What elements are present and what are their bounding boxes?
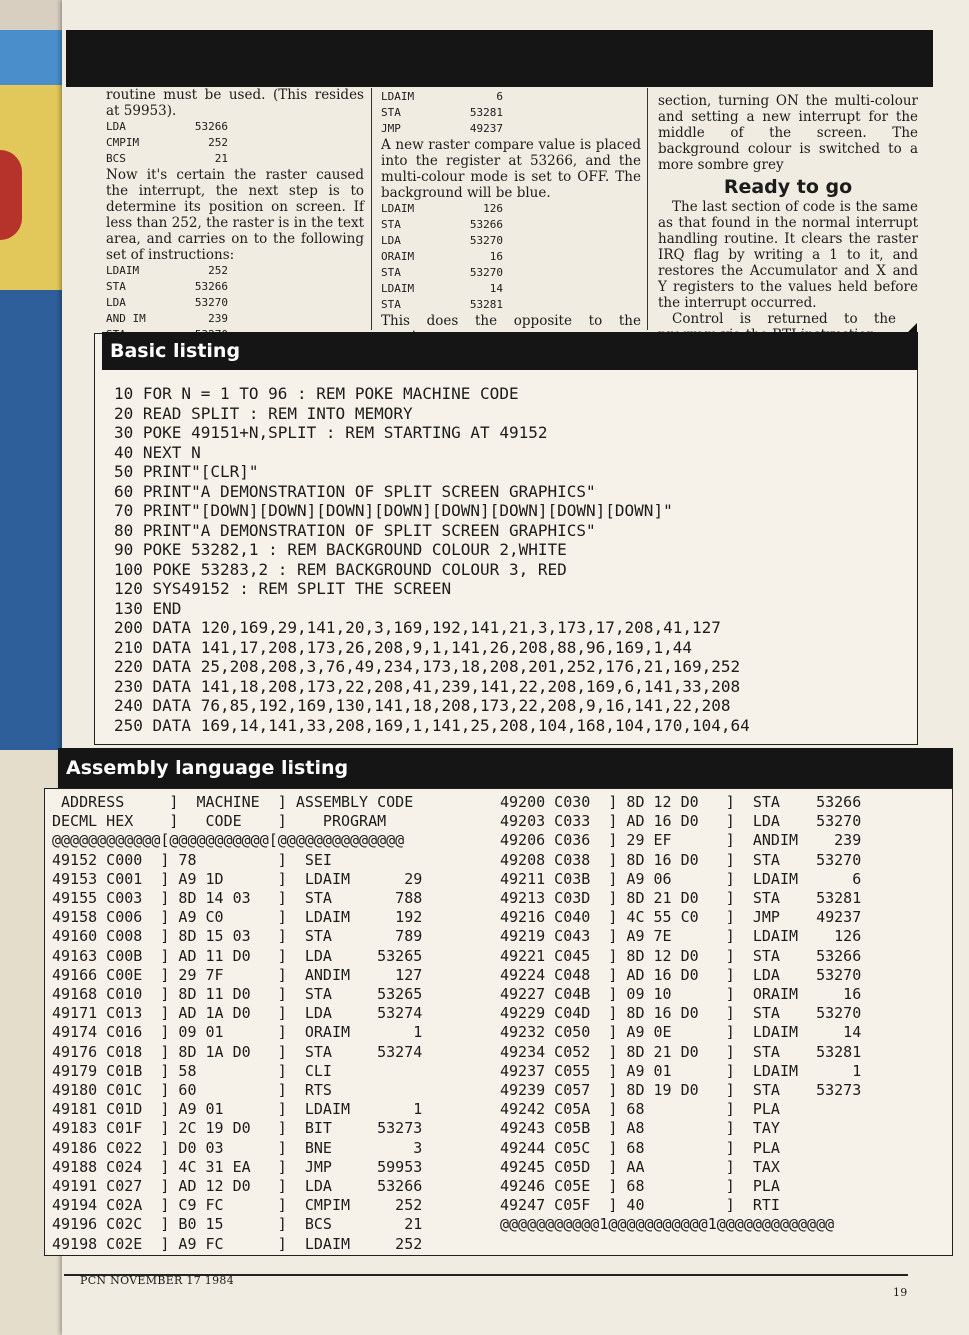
- listing-line: @@@@@@@@@@@1@@@@@@@@@@@1@@@@@@@@@@@@@: [500, 1215, 835, 1234]
- adjacent-page-red-shape: [0, 150, 22, 240]
- listing-line: 49229 C04D ] 8D 16 D0 ] STA 53270: [500, 1004, 862, 1023]
- listing-line: 49245 C05D ] AA ] TAX: [500, 1157, 780, 1176]
- listing-line: 60 PRINT"A DEMONSTRATION OF SPLIT SCREEN GRAPHICS": [114, 481, 596, 501]
- code-line: [106, 295, 364, 311]
- operand: 252: [208, 136, 228, 149]
- operand: 14: [489, 282, 503, 295]
- column-rule-2: [647, 88, 648, 330]
- listing-line: 49153 C001 ] A9 1D ] LDAIM 29: [52, 869, 423, 888]
- listing-line: 49181 C01D ] A9 01 ] LDAIM 1: [52, 1100, 423, 1119]
- listing-line: 49242 C05A ] 68 ] PLA: [500, 1100, 780, 1119]
- listing-line: 49168 C010 ] 8D 11 D0 ] STA 53265: [52, 985, 423, 1004]
- operand: 53281: [469, 298, 503, 311]
- listing-line: 49243 C05B ] A8 ] TAY: [500, 1119, 780, 1138]
- listing-line: 49208 C038 ] 8D 16 D0 ] STA 53270: [500, 850, 862, 869]
- col2-paragraph-1: A new raster compare value is placed into the register at 53266, and the multi-colour mode is set to OFF. The background will be blue.: [381, 137, 641, 201]
- listing-line: 49163 C00B ] AD 11 D0 ] LDA 53265: [52, 946, 423, 965]
- opcode: LDAIM: [381, 90, 415, 103]
- listing-line: 90 POKE 53282,1 : REM BACKGROUND COLOUR 2,WHITE: [114, 540, 567, 559]
- code-line: [381, 217, 641, 233]
- listing-line: 240 DATA 76,85,192,169,130,141,18,208,173,22,208,9,16,141,22,208: [114, 696, 731, 715]
- col1-paragraph-1: routine must be used. (This resides at 59953).: [106, 87, 364, 119]
- listing-line: 49232 C050 ] A9 0E ] LDAIM 14: [500, 1023, 862, 1042]
- col2-paragraph-2: This does the opposite to the: [381, 313, 641, 329]
- code-line: [106, 311, 364, 327]
- col1-paragraph-2: Now it's certain the raster caused the interrupt, the next step is to determine its position on screen. If less than 252, the raster is in the text area, and carries on to the following set of instructions:: [106, 167, 364, 263]
- opcode: JMP: [381, 122, 401, 135]
- opcode: LDAIM: [381, 202, 415, 215]
- listing-line: 49186 C022 ] D0 03 ] BNE 3: [52, 1138, 423, 1157]
- operand: 6: [496, 90, 503, 103]
- listing-line: 49239 C057 ] 8D 19 D0 ] STA 53273: [500, 1081, 862, 1100]
- code-line: [381, 297, 641, 313]
- listing-line: 49198 C02E ] A9 FC ] LDAIM 252: [52, 1234, 423, 1253]
- code-line: [106, 279, 364, 295]
- listing-line: 49246 C05E ] 68 ] PLA: [500, 1177, 780, 1196]
- opcode: LDAIM: [106, 264, 140, 277]
- listing-line: 49179 C01B ] 58 ] CLI: [52, 1061, 332, 1080]
- operand: 53281: [469, 106, 503, 119]
- operand: 126: [483, 202, 503, 215]
- listing-line: 49180 C01C ] 60 ] RTS: [52, 1081, 332, 1100]
- listing-line: 10 FOR N = 1 TO 96 : REM POKE MACHINE CODE: [114, 384, 519, 403]
- listing-line: 49216 C040 ] 4C 55 C0 ] JMP 49237: [500, 908, 862, 927]
- operand: 239: [208, 312, 228, 325]
- listing-line: 50 PRINT"[CLR]": [114, 462, 259, 481]
- listing-line: 49247 C05F ] 40 ] RTI: [500, 1196, 780, 1215]
- operand: 53266: [194, 120, 228, 133]
- listing-line: 49234 C052 ] 8D 21 D0 ] STA 53281: [500, 1042, 862, 1061]
- listing-line: 49196 C02C ] B0 15 ] BCS 21: [52, 1215, 423, 1234]
- listing-line: 70 PRINT"[DOWN][DOWN][DOWN][DOWN][DOWN][DOWN][DOWN][DOWN]": [114, 501, 673, 520]
- listing-line: 120 SYS49152 : REM SPLIT THE SCREEN: [114, 579, 452, 598]
- listing-line: 49237 C055 ] A9 01 ] LDAIM 1: [500, 1061, 862, 1080]
- ready-to-go-heading: Ready to go: [723, 176, 853, 198]
- listing-line: DECML HEX ] CODE ] PROGRAM: [52, 812, 387, 831]
- listing-line: 49155 C003 ] 8D 14 03 ] STA 788: [52, 889, 423, 908]
- listing-line: 220 DATA 25,208,208,3,76,49,234,173,18,208,201,252,176,21,169,252: [114, 657, 741, 676]
- opcode: LDA: [106, 120, 126, 133]
- code-line: [106, 119, 364, 135]
- code-line: [381, 121, 641, 137]
- opcode: STA: [106, 280, 126, 293]
- listing-line: 100 POKE 53283,2 : REM BACKGROUND COLOUR 3, RED: [114, 559, 567, 579]
- listing-line: 49200 C030 ] 8D 12 D0 ] STA 53266: [500, 793, 862, 811]
- basic-listing-code: [114, 384, 914, 735]
- col1-code-block-2: [106, 263, 364, 343]
- assembly-listing-right-column: [500, 793, 948, 1235]
- opcode: STA: [381, 106, 401, 119]
- assembly-listing-left-column: [52, 793, 500, 1254]
- listing-line: @@@@@@@@@@@@[@@@@@@@@@@@[@@@@@@@@@@@@@@: [52, 831, 405, 850]
- col3-paragraph-1: section, turning ON the multi-colour and setting a new interrupt for the middle of the screen. The background colour is switched to a more sombre grey: [658, 93, 918, 173]
- code-line: [106, 263, 364, 279]
- opcode: LDA: [381, 234, 401, 247]
- listing-line: 230 DATA 141,18,208,173,22,208,41,239,141,22,208,169,6,141,33,208: [114, 676, 741, 696]
- listing-line: 49176 C018 ] 8D 1A D0 ] STA 53274: [52, 1042, 423, 1061]
- code-line: [381, 249, 641, 265]
- listing-line: 49219 C043 ] A9 7E ] LDAIM 126: [500, 927, 862, 946]
- opcode: CMPIM: [106, 136, 140, 149]
- listing-line: 40 NEXT N: [114, 442, 201, 462]
- listing-line: 80 PRINT"A DEMONSTRATION OF SPLIT SCREEN GRAPHICS": [114, 520, 596, 540]
- col3-paragraph-2: The last section of code is the same as that found in the normal interrupt handling routine. It clears the raster IRQ flag by writing a 1 to it, and restores the Accumulator and X and Y registers to the values held before the interrupt occurred.: [658, 199, 918, 311]
- listing-line: 49152 C000 ] 78 ] SEI: [52, 850, 332, 869]
- code-line: [381, 281, 641, 297]
- code-line: [381, 233, 641, 249]
- opcode: STA: [381, 266, 401, 279]
- listing-line: 49194 C02A ] C9 FC ] CMPIM 252: [52, 1196, 423, 1215]
- col3-paragraph-3: Control is returned to the: [672, 311, 896, 327]
- listing-line: 130 END: [114, 598, 182, 618]
- basic-listing-header: Basic listing: [102, 332, 918, 370]
- operand: 252: [208, 264, 228, 277]
- page-number: 19: [893, 1286, 908, 1299]
- listing-line: 250 DATA 169,14,141,33,208,169,1,141,25,208,104,168,104,170,104,64: [114, 715, 750, 735]
- listing-line: 49203 C033 ] AD 16 D0 ] LDA 53270: [500, 812, 862, 831]
- listing-line: 49191 C027 ] AD 12 D0 ] LDA 53266: [52, 1177, 423, 1196]
- code-line: [381, 89, 641, 105]
- operand: 16: [489, 250, 503, 263]
- listing-line: 49183 C01F ] 2C 19 D0 ] BIT 53273: [52, 1119, 423, 1138]
- listing-line: 49166 C00E ] 29 7F ] ANDIM 127: [52, 965, 423, 984]
- operand: 21: [214, 152, 228, 165]
- listing-line: 49206 C036 ] 29 EF ] ANDIM 239: [500, 831, 862, 850]
- listing-line: 49174 C016 ] 09 01 ] ORAIM 1: [52, 1023, 423, 1042]
- listing-line: 200 DATA 120,169,29,141,20,3,169,192,141,21,3,173,17,208,41,127: [114, 618, 721, 637]
- code-line: [381, 265, 641, 281]
- operand: 53270: [469, 266, 503, 279]
- top-black-bar: [66, 30, 933, 87]
- listing-line: 49213 C03D ] 8D 21 D0 ] STA 53281: [500, 889, 862, 908]
- opcode: STA: [381, 218, 401, 231]
- code-line: [106, 135, 364, 151]
- code-line: [381, 201, 641, 217]
- operand: 53270: [469, 234, 503, 247]
- listing-line: 49227 C04B ] 09 10 ] ORAIM 16: [500, 985, 862, 1004]
- listing-line: ADDRESS ] MACHINE ] ASSEMBLY CODE: [52, 793, 414, 811]
- code-line: [106, 151, 364, 167]
- listing-line: 49188 C024 ] 4C 31 EA ] JMP 59953: [52, 1157, 423, 1176]
- opcode: AND IM: [106, 312, 146, 325]
- assembly-listing-header: Assembly language listing: [58, 748, 953, 788]
- listing-line: 49158 C006 ] A9 C0 ] LDAIM 192: [52, 908, 423, 927]
- adjacent-page-blue-strip: [0, 30, 64, 85]
- listing-line: 30 POKE 49151+N,SPLIT : REM STARTING AT 49152: [114, 423, 548, 442]
- listing-line: 49171 C013 ] AD 1A D0 ] LDA 53274: [52, 1004, 423, 1023]
- col1-code-block-1: [106, 119, 364, 167]
- footer-issue: PCN NOVEMBER 17 1984: [80, 1274, 235, 1287]
- operand: 53266: [194, 280, 228, 293]
- article-column-1: [106, 87, 364, 343]
- opcode: LDA: [106, 296, 126, 309]
- opcode: BCS: [106, 152, 126, 165]
- listing-line: 210 DATA 141,17,208,173,26,208,9,1,141,26,208,88,96,169,1,44: [114, 637, 692, 657]
- operand: 53266: [469, 218, 503, 231]
- article-column-2: [381, 89, 641, 345]
- code-line: [381, 105, 641, 121]
- adjacent-page-navy-strip: [0, 290, 64, 750]
- col2-code-block-1: [381, 89, 641, 137]
- operand: 53270: [194, 296, 228, 309]
- article-column-3: [658, 93, 918, 343]
- opcode: LDAIM: [381, 282, 415, 295]
- opcode: STA: [381, 298, 401, 311]
- listing-line: 49160 C008 ] 8D 15 03 ] STA 789: [52, 927, 423, 946]
- listing-line: 49211 C03B ] A9 06 ] LDAIM 6: [500, 869, 862, 888]
- listing-line: 20 READ SPLIT : REM INTO MEMORY: [114, 403, 413, 423]
- column-rule-1: [371, 88, 372, 330]
- listing-line: 49221 C045 ] 8D 12 D0 ] STA 53266: [500, 946, 862, 965]
- listing-line: 49224 C048 ] AD 16 D0 ] LDA 53270: [500, 965, 862, 984]
- listing-line: 49244 C05C ] 68 ] PLA: [500, 1138, 780, 1157]
- col2-code-block-2: [381, 201, 641, 313]
- opcode: ORAIM: [381, 250, 415, 263]
- operand: 49237: [469, 122, 503, 135]
